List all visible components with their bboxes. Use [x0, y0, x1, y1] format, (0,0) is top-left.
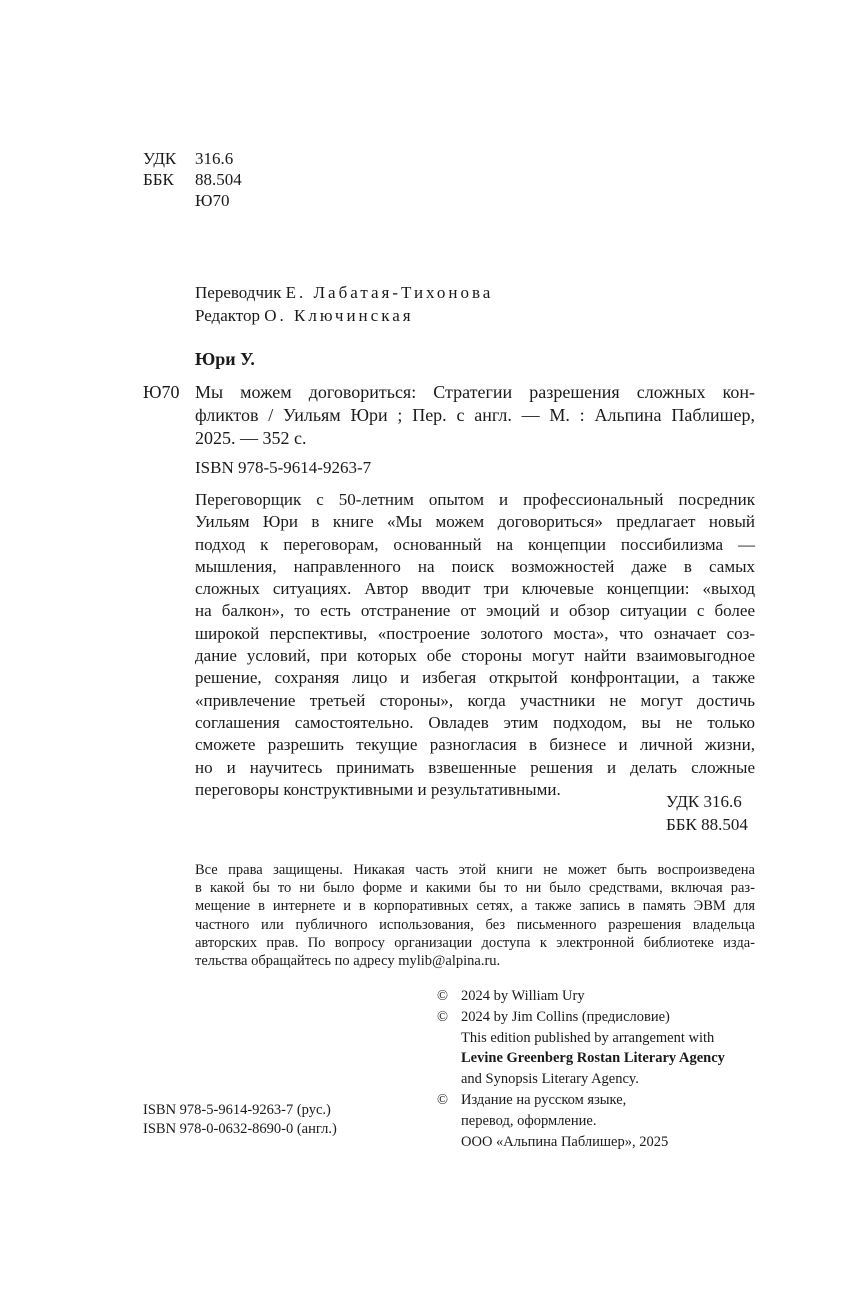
- udk-label: УДК: [143, 149, 177, 168]
- rights-notice: [195, 861, 755, 970]
- author-heading: Юри У.: [195, 349, 255, 369]
- copyright-symbol: ©: [437, 988, 449, 1004]
- udk-row: [143, 148, 242, 169]
- classification-block: [143, 148, 242, 211]
- bib-line: фликтов / Уильям Юри ; Пер. с англ. — М. : Альпина Паблишер,: [195, 405, 755, 425]
- copyright-line: [437, 1090, 725, 1111]
- annotation-line: на балкон», то есть отстранение от эмоций и обзор ситуации с более: [195, 601, 755, 621]
- call-mark: Ю70: [143, 382, 180, 402]
- translator-line: [195, 282, 493, 305]
- copyright-ury: 2024 by William Ury: [461, 988, 585, 1004]
- translator-name: Е. Лабатая-Тихонова: [285, 283, 494, 302]
- annotation-line: сложных ситуациях. Автор вводит три ключевые концепции: «выход: [195, 579, 755, 599]
- copyright-line: [437, 1028, 725, 1049]
- isbn-main: ISBN 978-5-9614-9263-7: [195, 458, 372, 477]
- author-mark-value: Ю70: [195, 191, 230, 210]
- rights-line: авторских прав. По вопросу организации доступа к электронной библиотеке изда-: [195, 934, 755, 951]
- editor-name: О. Ключинская: [264, 306, 414, 325]
- rights-line: частного или публичного использования, без письменного разрешения владельца: [195, 916, 755, 933]
- copyright-collins: 2024 by Jim Collins (предисловие): [461, 1008, 670, 1025]
- rights-line: мещение в интернете и в корпоративных сетях, а также запись в память ЭВМ для: [195, 898, 755, 915]
- bib-line: Мы можем договориться: Стратегии разрешения сложных кон-: [195, 382, 755, 402]
- annotation-line: решение, сохраняя лицо и избегая открытой конфронтации, а также: [195, 668, 755, 688]
- annotation-line: широкой перспективы, «построение золотого моста», что означает соз-: [195, 623, 755, 643]
- rights-line: Все права защищены. Никакая часть этой книги не может быть воспроизведена: [195, 862, 755, 878]
- editor-role: Редактор: [195, 306, 260, 325]
- editor-line: [195, 305, 493, 328]
- russian-edition-line-2: перевод, оформление.: [461, 1112, 597, 1129]
- isbn-list: [143, 1101, 337, 1139]
- author-mark-label: [143, 190, 195, 211]
- copyright-line: [437, 1048, 725, 1069]
- translator-role: Переводчик: [195, 283, 282, 302]
- bibliographic-description: [195, 381, 755, 450]
- copyright-line: [437, 1069, 725, 1090]
- bbk-row: [143, 169, 242, 190]
- agency-name-2: and Synopsis Literary Agency.: [461, 1071, 639, 1088]
- copyright-line: [437, 1111, 725, 1132]
- annotation-line: Переговорщик с 50-летним опытом и профессиональный посредник: [195, 490, 755, 509]
- russian-edition-line-1: Издание на русском языке,: [461, 1091, 627, 1108]
- author-mark-row: [143, 190, 242, 211]
- annotation-line: но и научитесь принимать взвешенные решения и делать сложные: [195, 757, 755, 777]
- bbk-value: 88.504: [195, 170, 242, 189]
- bbk-label: ББК: [143, 170, 174, 189]
- copyright-line: [437, 1007, 725, 1028]
- russian-edition-line-3: ООО «Альпина Паблишер», 2025: [461, 1133, 669, 1150]
- bib-line: 2025. — 352 с.: [195, 428, 307, 448]
- agency-name: Levine Greenberg Rostan Literary Agency: [461, 1050, 725, 1067]
- credits-block: [195, 282, 493, 328]
- udk-right: УДК 316.6: [666, 792, 742, 811]
- isbn-english: ISBN 978-0-0632-8690-0 (англ.): [143, 1121, 337, 1137]
- annotation-line: переговоры конструктивными и результативными.: [195, 779, 561, 799]
- codes-right: [666, 791, 748, 837]
- rights-line: в какой бы то ни было форме и какими бы то ни было средствами, включая раз-: [195, 880, 755, 897]
- bbk-right: ББК 88.504: [666, 815, 748, 834]
- copyright-line: [437, 986, 725, 1007]
- copyright-block: [437, 986, 725, 1152]
- arrangement-text: This edition published by arrangement with: [461, 1029, 715, 1046]
- annotation-line: сможете разрешить текущие разногласия в бизнесе и личной жизни,: [195, 735, 755, 755]
- annotation-line: Уильям Юри в книге «Мы можем договориться» предлагает новый: [195, 512, 755, 532]
- copyright-symbol: ©: [437, 1008, 449, 1025]
- annotation-line: дание условий, при которых обе стороны могут найти взаимовыгодное: [195, 646, 755, 666]
- annotation-line: подход к переговорам, основанный на концепции поссибилизма —: [195, 534, 755, 554]
- annotation-line: мышления, направленного на поиск возможностей даже в самых: [195, 556, 755, 576]
- udk-value: 316.6: [195, 149, 234, 168]
- copyright-symbol: ©: [437, 1091, 449, 1108]
- rights-line: тельства обращайтесь по адресу mylib@alpina.ru.: [195, 953, 501, 970]
- copyright-line: [437, 1132, 725, 1153]
- annotation: [195, 489, 755, 801]
- isbn-russian: ISBN 978-5-9614-9263-7 (рус.): [143, 1102, 331, 1118]
- annotation-line: «привлечение третьей стороны», когда участники не могут достичь: [195, 690, 755, 710]
- annotation-line: соглашения самостоятельно. Овладев этим подходом, вы не только: [195, 712, 755, 732]
